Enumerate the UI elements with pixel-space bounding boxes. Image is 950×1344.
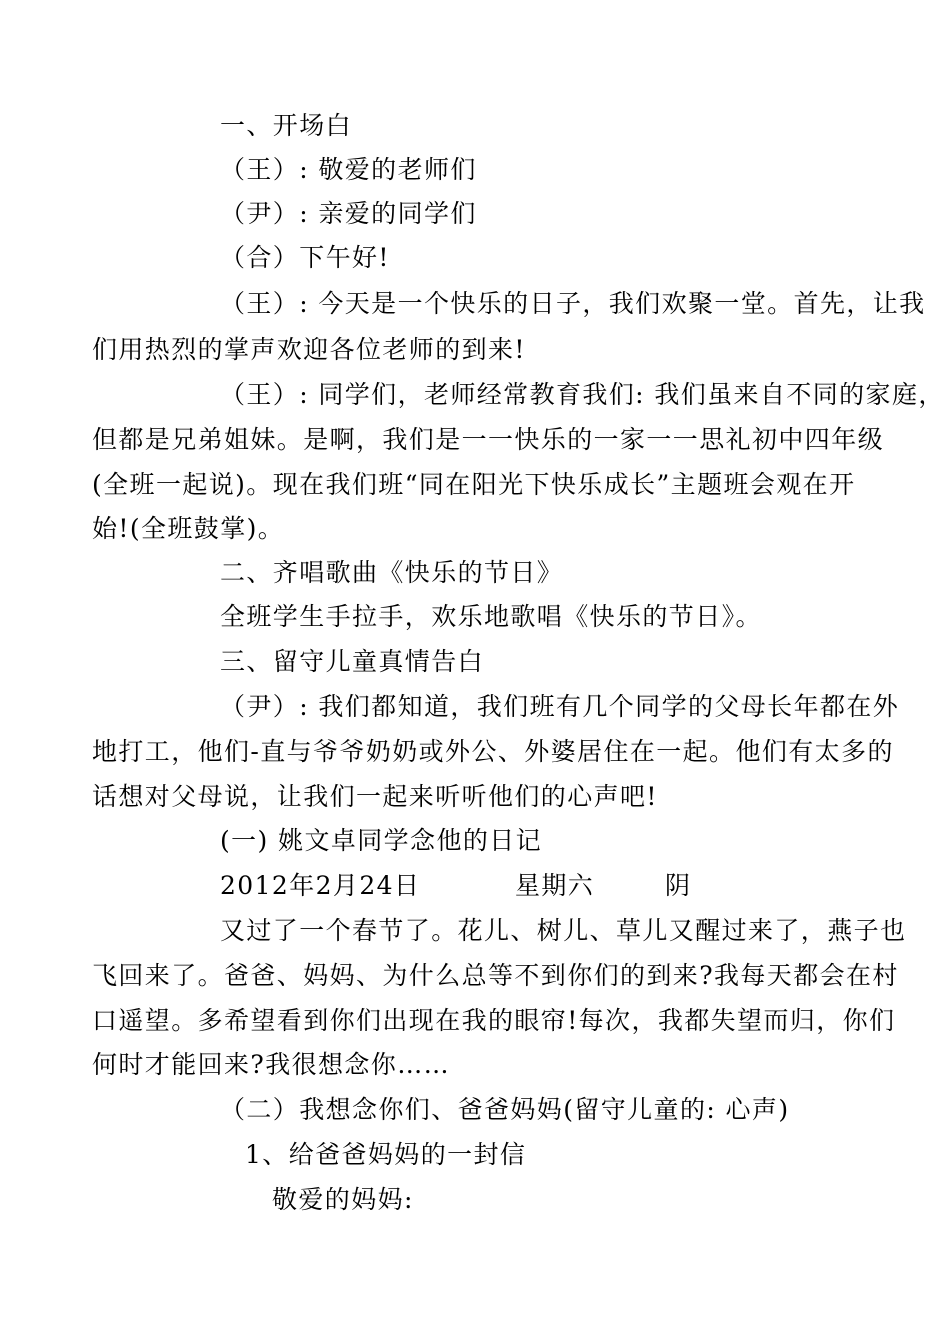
subsection-heading-miss-parents: （二）我想念你们、爸爸妈妈(留守儿童的: 心声) bbox=[220, 1095, 790, 1124]
diary-date-line bbox=[220, 871, 950, 901]
paragraph-line: 但都是兄弟姐妹。是啊，我们是一一快乐的一家一一思礼初中四年级 bbox=[92, 425, 885, 454]
section-heading-confession: 三、留守儿童真情告白 bbox=[220, 647, 485, 676]
paragraph-line: (全班一起说)。现在我们班“同在阳光下快乐成长”主题班会观在开 bbox=[92, 470, 856, 499]
diary-weather: 阴 bbox=[665, 871, 692, 900]
paragraph-line: 地打工，他们-直与爷爷奶奶或外公、外婆居住在一起。他们有太多的 bbox=[92, 737, 894, 766]
paragraph-line: 全班学生手拉手，欢乐地歌唱《快乐的节日》。 bbox=[220, 602, 762, 631]
paragraph-line: （王）: 同学们，老师经常教育我们: 我们虽来自不同的家庭， bbox=[220, 380, 945, 409]
paragraph-line: （尹）: 亲爱的同学们 bbox=[220, 199, 477, 228]
paragraph-line: 始!(全班鼓掌)。 bbox=[92, 514, 285, 543]
paragraph-line: 又过了一个春节了。花儿、树儿、草儿又醒过来了，燕子也 bbox=[220, 916, 907, 945]
paragraph-line: （尹）: 我们都知道，我们班有几个同学的父母长年都在外 bbox=[220, 692, 900, 721]
letter-salutation: 敬爱的妈妈: bbox=[272, 1185, 414, 1214]
paragraph-line: 话想对父母说，让我们一起来听听他们的心声吧! bbox=[92, 782, 658, 811]
paragraph-line: 何时才能回来?我很想念你…… bbox=[92, 1050, 451, 1079]
diary-date: 2012年2月24日 bbox=[220, 871, 421, 900]
item-heading-letter: 1、给爸爸妈妈的一封信 bbox=[245, 1140, 527, 1169]
paragraph-line: （王）: 今天是一个快乐的日子，我们欢聚一堂。首先，让我 bbox=[220, 289, 926, 318]
paragraph-line: （王）: 敬爱的老师们 bbox=[220, 155, 477, 184]
diary-weekday: 星期六 bbox=[515, 871, 595, 900]
paragraph-line: （合）下午好! bbox=[220, 243, 390, 272]
section-heading-opening: 一、开场白 bbox=[220, 111, 353, 140]
paragraph-line: 口遥望。多希望看到你们出现在我的眼帘!每次，我都失望而归，你们 bbox=[92, 1006, 896, 1035]
section-heading-song: 二、齐唱歌曲《快乐的节日》 bbox=[220, 558, 564, 587]
paragraph-line: 飞回来了。爸爸、妈妈、为什么总等不到你们的到来?我每天都会在村 bbox=[92, 961, 899, 990]
paragraph-line: 们用热烈的掌声欢迎各位老师的到来! bbox=[92, 335, 526, 364]
subsection-heading-diary: (一) 姚文卓同学念他的日记 bbox=[220, 826, 543, 855]
